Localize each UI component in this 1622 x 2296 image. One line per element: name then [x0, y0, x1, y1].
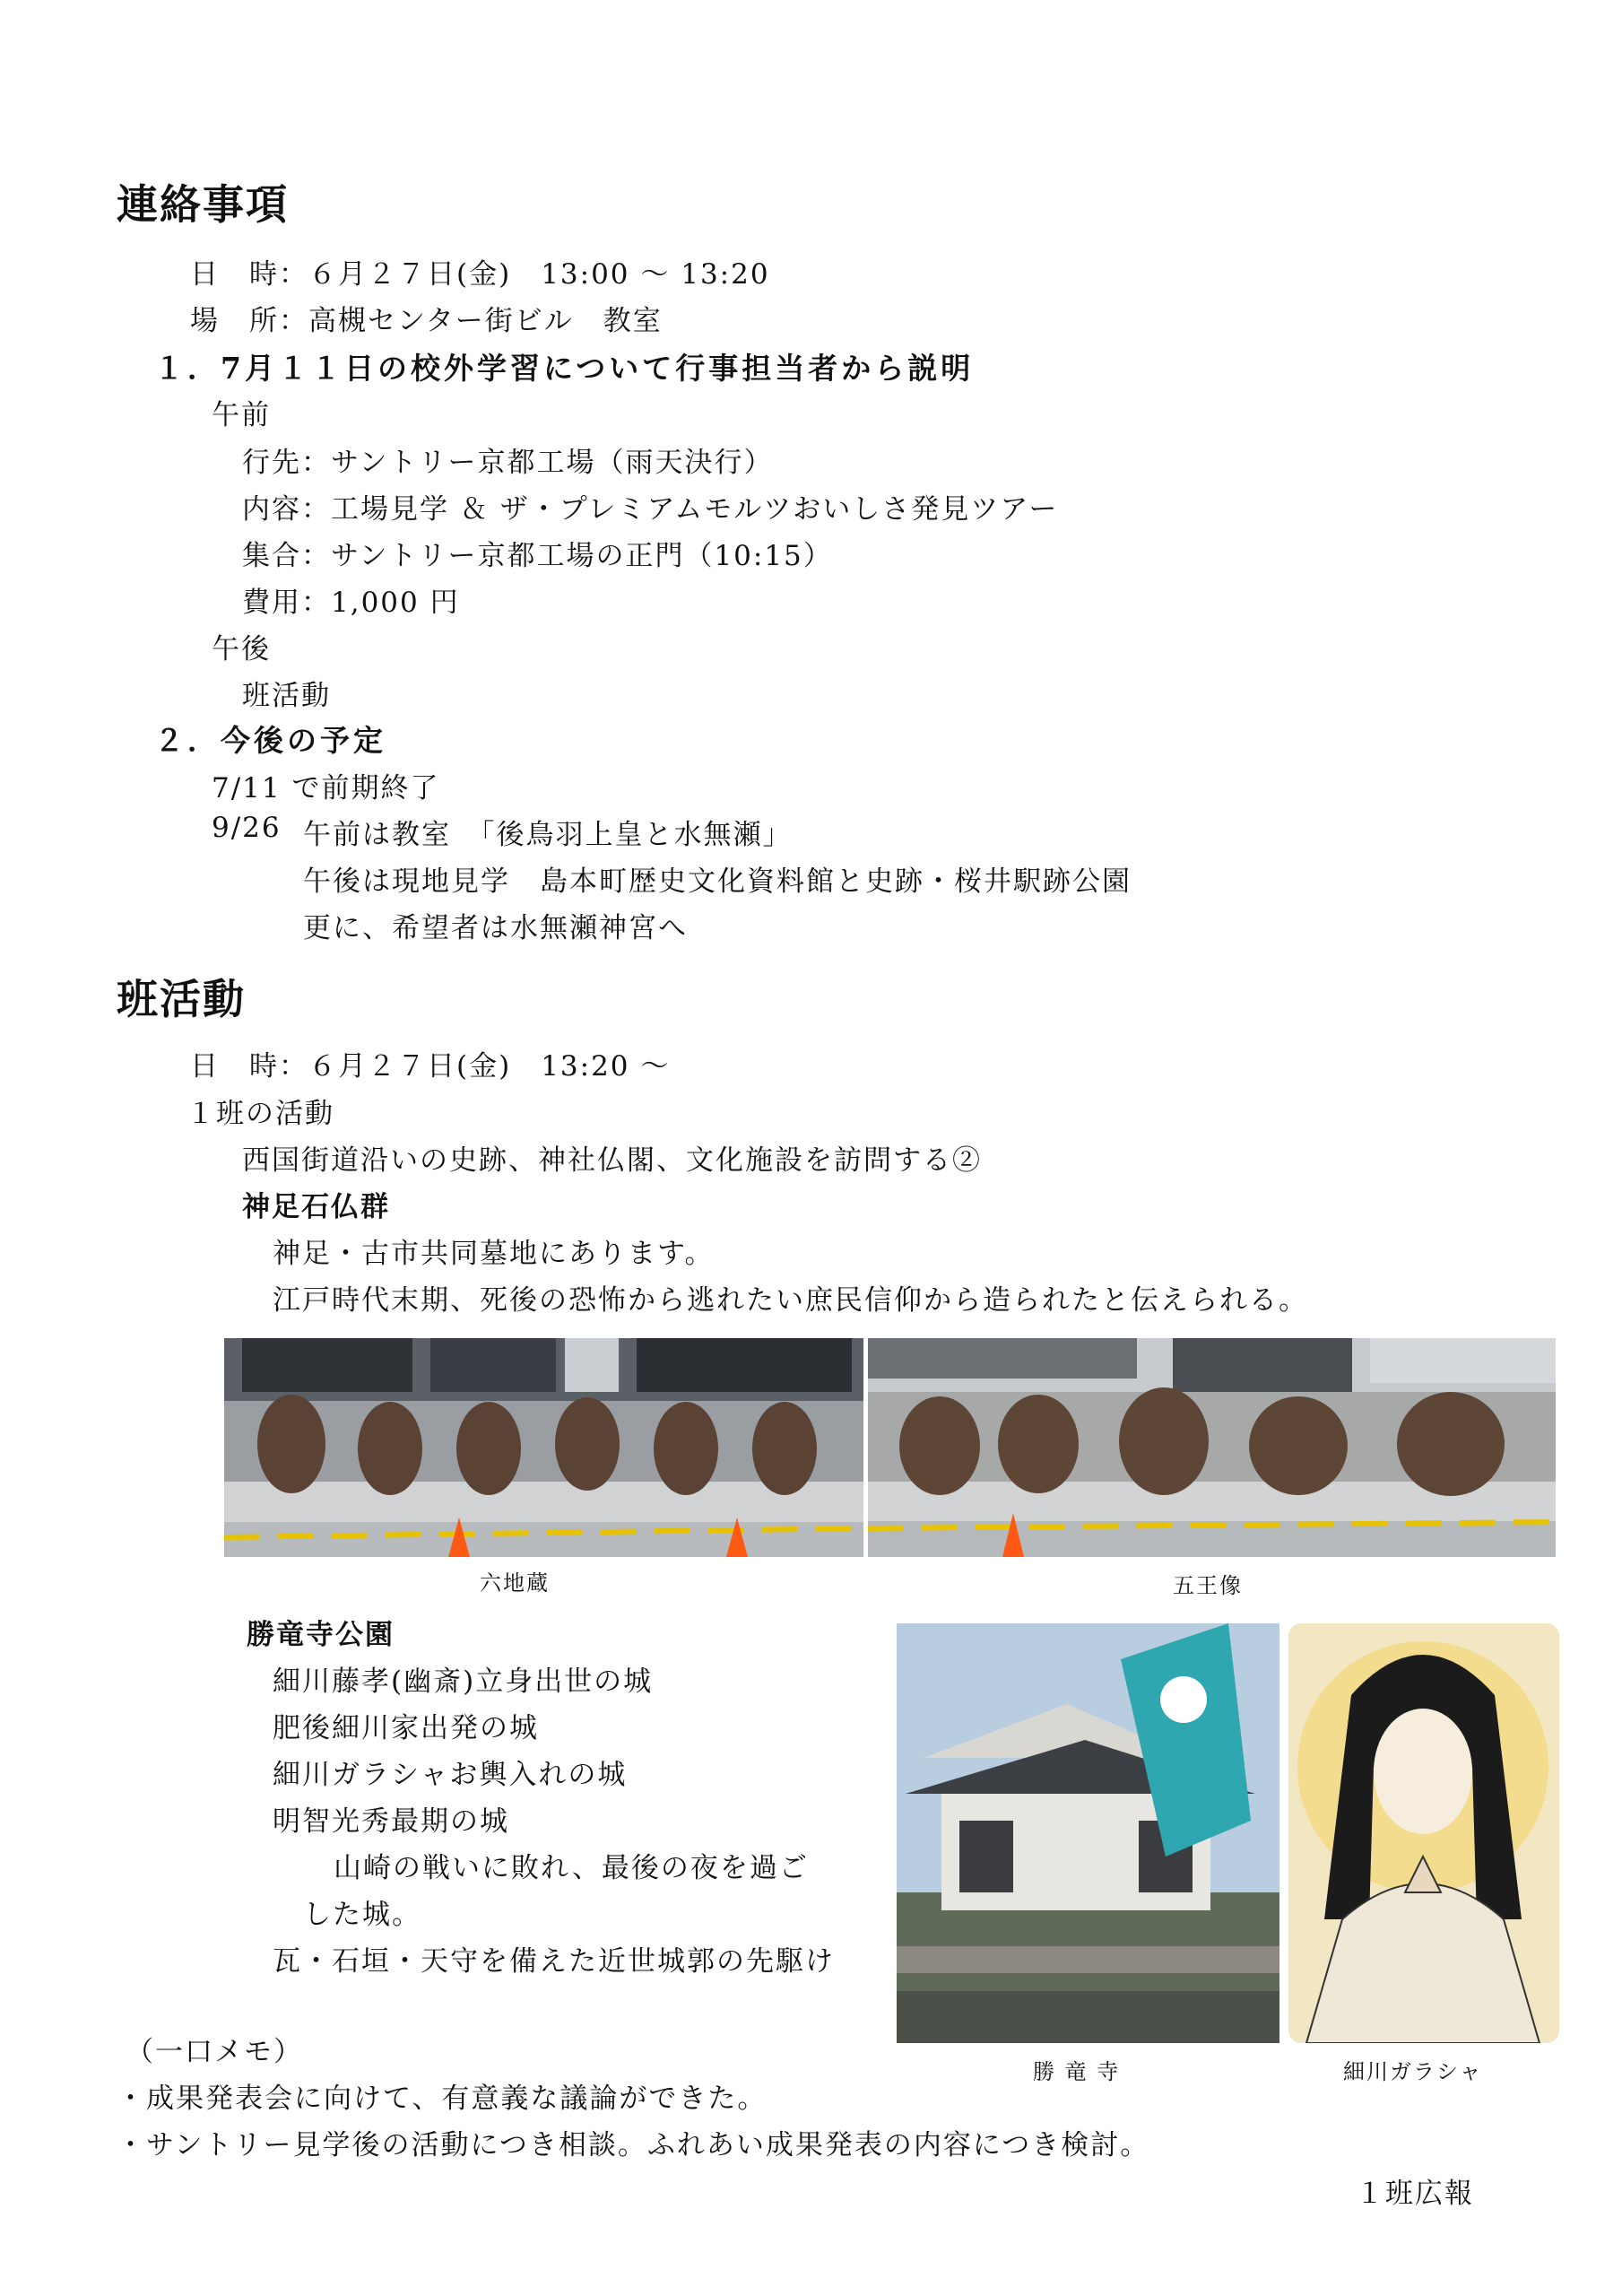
site2-line4: 明智光秀最期の城 [273, 1805, 509, 1838]
shoryuji-caption: 勝 竜 寺 [1033, 2059, 1121, 2084]
notice-place-row [190, 298, 663, 338]
group-date-row [190, 1043, 670, 1083]
group-date-label: 日 時： [190, 1050, 308, 1083]
notice-date-row [190, 251, 770, 291]
memo-signature: １班広報 [1356, 2178, 1474, 2210]
group-heading: 班活動 [117, 975, 246, 1023]
schedule-2-am: 午前は教室 「後鳥羽上皇と水無瀬」 [303, 819, 793, 851]
site1-line1: 神足・古市共同墓地にあります。 [273, 1238, 715, 1270]
memo-line1: ・成果発表会に向けて、有意義な議論ができた。 [117, 2083, 768, 2115]
rokujizo-photo [224, 1338, 863, 1557]
group1-title: １班の活動 [186, 1098, 334, 1130]
am-content: 内容：工場見学 ＆ ザ・プレミアムモルツおいしさ発見ツアー [242, 493, 1059, 526]
group-date-value: ６月２７日(金) 13:20 〜 [308, 1050, 671, 1083]
rokujizo-caption: 六地蔵 [480, 1570, 550, 1596]
notice-date-value: ６月２７日(金) 13:00 〜 13:20 [308, 258, 770, 291]
site1-line2: 江戸時代末期、死後の恐怖から逃れたい庶民信仰から造られたと伝えられる。 [273, 1284, 1308, 1317]
site2-line7: 瓦・石垣・天守を備えた近世城郭の先駆け [273, 1945, 835, 1978]
am-meeting: 集合：サントリー京都工場の正門（10:15） [242, 540, 833, 572]
site2-title: 勝竜寺公園 [247, 1619, 395, 1651]
am-destination: 行先：サントリー京都工場（雨天決行） [242, 447, 774, 479]
site2-line6: した城。 [303, 1899, 421, 1931]
memo-line2: ・サントリー見学後の活動につき相談。ふれあい成果発表の内容につき検討。 [117, 2129, 1150, 2161]
memo-title: （一口メモ） [126, 2036, 303, 2068]
notice-place-label: 場 所： [190, 305, 308, 337]
gracia-caption: 細川ガラシャ [1343, 2059, 1483, 2084]
site1-title: 神足石仏群 [242, 1191, 390, 1223]
pm-label: 午後 [212, 633, 271, 665]
schedule-2-extra: 更に、希望者は水無瀬神宮へ [303, 912, 688, 944]
shoryuji-photo [897, 1623, 1279, 2043]
site2-line3: 細川ガラシャお輿入れの城 [273, 1759, 628, 1791]
schedule-2-date: 9/26 [212, 812, 282, 844]
goouzou-caption: 五王像 [1173, 1573, 1243, 1598]
am-cost: 費用：1,000 円 [242, 587, 460, 619]
site2-line5: 山崎の戦いに敗れ、最後の夜を過ご [334, 1852, 809, 1884]
goouzou-photo [868, 1338, 1556, 1557]
notice-item1-title: １．7月１１日の校外学習について行事担当者から説明 [154, 351, 975, 386]
am-label: 午前 [212, 399, 271, 431]
pm-activity: 班活動 [242, 680, 331, 712]
schedule-2-pm: 午後は現地見学 島本町歴史文化資料館と史跡・桜井駅跡公園 [303, 865, 1132, 898]
site2-line2: 肥後細川家出発の城 [273, 1712, 539, 1744]
group1-description: 西国街道沿いの史跡、神社仏閣、文化施設を訪問する② [242, 1144, 982, 1177]
notice-heading: 連絡事項 [117, 180, 289, 229]
notice-item2-title: ２．今後の予定 [154, 723, 386, 758]
notice-place-value: 高槻センター街ビル 教室 [308, 305, 663, 337]
notice-date-label: 日 時： [190, 258, 308, 291]
schedule-1: 7/11 で前期終了 [212, 772, 440, 804]
site2-line1: 細川藤孝(幽斎)立身出世の城 [273, 1665, 654, 1698]
gracia-portrait [1288, 1623, 1559, 2043]
